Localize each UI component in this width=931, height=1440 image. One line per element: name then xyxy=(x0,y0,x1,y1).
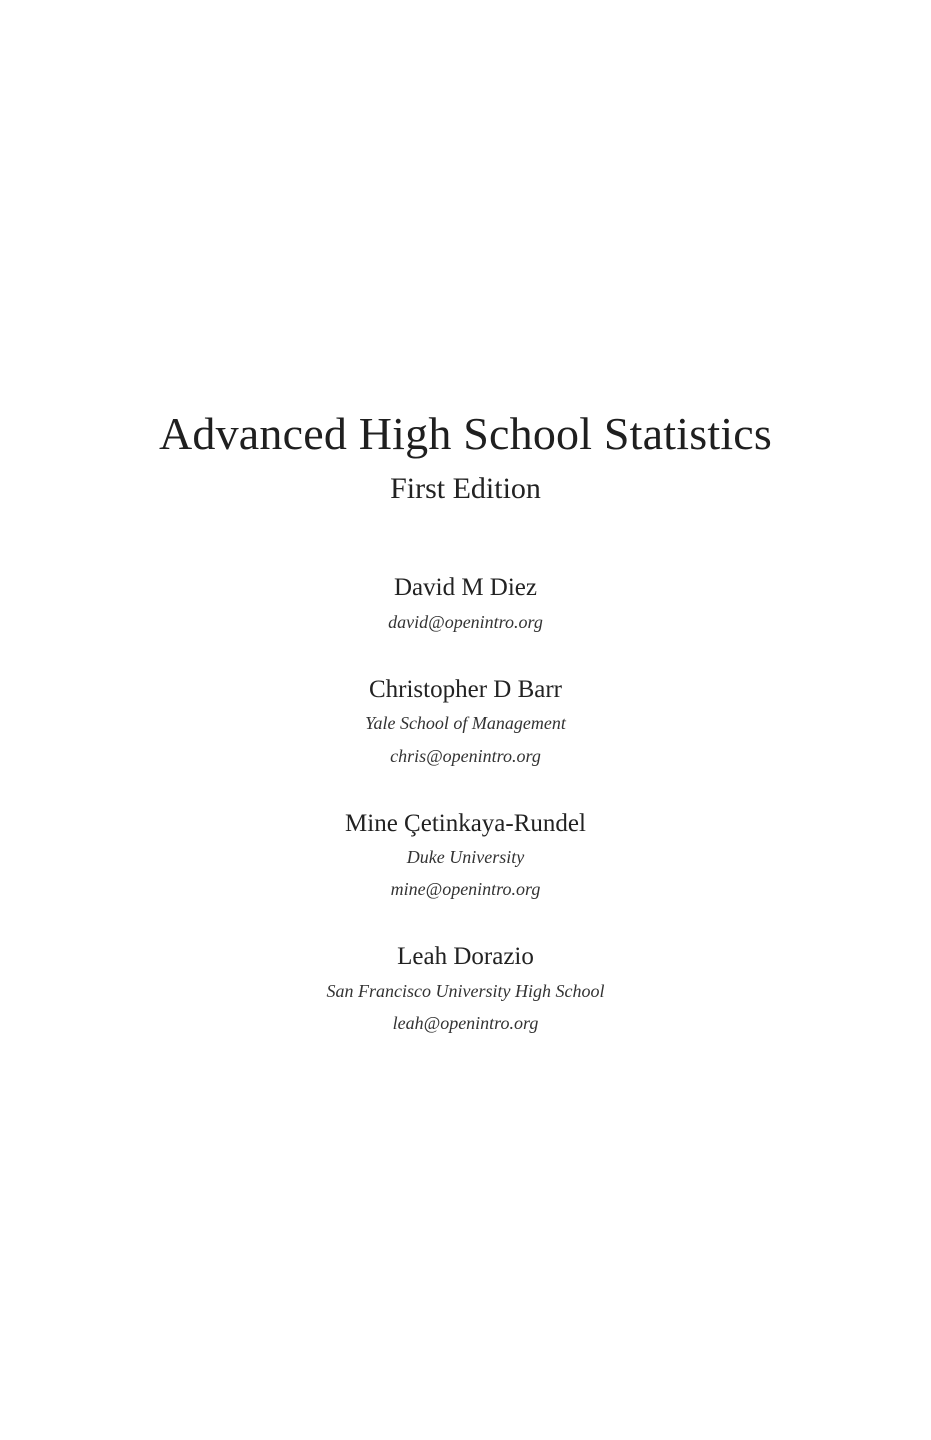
author-name: Mine Çetinkaya-Rundel xyxy=(345,810,586,837)
book-title: Advanced High School Statistics xyxy=(158,408,773,459)
author-name: Christopher D Barr xyxy=(368,676,563,703)
author-email: chris@openintro.org xyxy=(390,746,541,766)
author-affiliation: San Francisco University High School xyxy=(326,981,605,1001)
author-email: mine@openintro.org xyxy=(390,879,541,899)
author-affiliation: Yale School of Management xyxy=(365,713,566,733)
book-edition: First Edition xyxy=(390,472,541,505)
author-affiliation: Duke University xyxy=(406,847,525,867)
author-name: Leah Dorazio xyxy=(397,943,534,970)
author-email: david@openintro.org xyxy=(388,612,543,632)
author-email: leah@openintro.org xyxy=(392,1013,539,1033)
author-name: David M Diez xyxy=(393,574,538,601)
